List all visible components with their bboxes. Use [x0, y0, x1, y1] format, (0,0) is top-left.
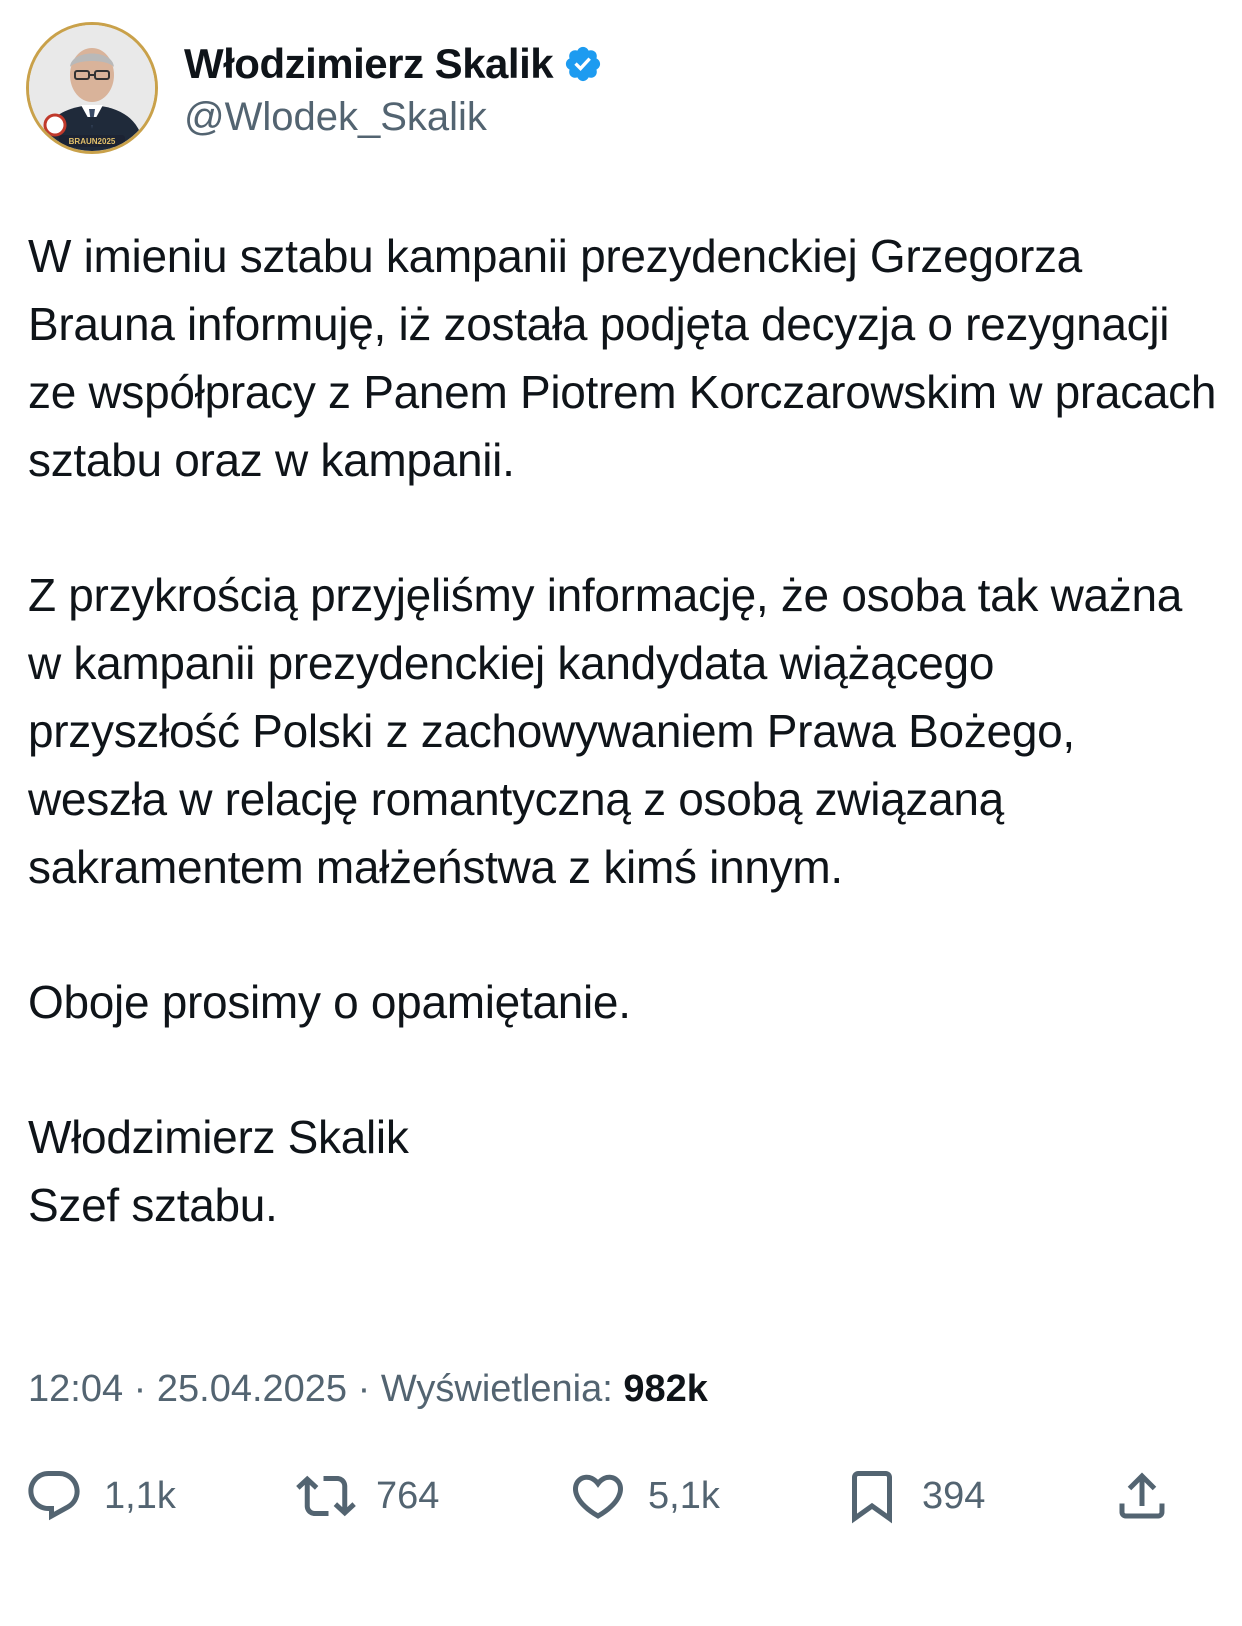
tweet-date[interactable]: 25.04.2025: [156, 1368, 348, 1410]
signature-name: Włodzimierz Skalik: [28, 1111, 409, 1163]
bookmark-count: 394: [922, 1474, 986, 1517]
action-bar: [0, 1456, 1242, 1536]
bookmark-button[interactable]: [842, 1456, 985, 1536]
tweet-paragraph-1: W imieniu sztabu kampanii prezydenckiej Grzegorza Brauna informuję, iż została podjęta decyzja o rezygnacji ze współpracy z Panem Piotrem Korczarowskim w pracach sztabu oraz w kampanii.: [28, 230, 1217, 486]
tweet-meta: [28, 1368, 708, 1411]
share-button[interactable]: [1112, 1456, 1172, 1536]
reply-icon: [24, 1466, 84, 1526]
user-handle[interactable]: @Wlodek_Skalik: [184, 94, 487, 139]
meta-separator: ·: [123, 1368, 157, 1410]
meta-separator: ·: [347, 1368, 381, 1410]
signature-title: Szef sztabu.: [28, 1179, 278, 1231]
tweet-paragraph-3: Oboje prosimy o opamiętanie.: [28, 976, 631, 1028]
heart-icon: [568, 1466, 628, 1526]
like-button[interactable]: [568, 1456, 720, 1536]
display-name[interactable]: Włodzimierz Skalik: [184, 39, 554, 87]
tweet-paragraph-2: Z przykrością przyjęliśmy informację, że osoba tak ważna w kampanii prezydenckiej kandydata wiążącego przyszłość Polski z zachowywaniem Prawa Bożego, weszła w relację romantyczną z osobą związaną sakramentem małżeństwa z kimś innym.: [28, 569, 1183, 893]
bookmark-icon: [842, 1466, 902, 1526]
avatar-badge-text: BRAUN2025: [68, 137, 116, 146]
avatar-image: [29, 25, 155, 151]
reply-button[interactable]: [24, 1456, 176, 1536]
author-info: [184, 37, 603, 140]
repost-button[interactable]: [296, 1456, 439, 1536]
avatar[interactable]: [26, 22, 158, 154]
tweet-header: [26, 20, 603, 156]
repost-count: 764: [376, 1474, 440, 1517]
share-icon: [1112, 1466, 1172, 1526]
verified-badge-icon[interactable]: [563, 44, 603, 84]
like-count: 5,1k: [648, 1474, 720, 1517]
tweet-time[interactable]: 12:04: [28, 1368, 124, 1410]
tweet-text: [28, 222, 1218, 1239]
views-label: Wyświetlenia:: [380, 1368, 624, 1410]
views-count: 982k: [623, 1368, 708, 1410]
name-row: [184, 37, 603, 91]
repost-icon: [296, 1466, 356, 1526]
reply-count: 1,1k: [104, 1474, 176, 1517]
